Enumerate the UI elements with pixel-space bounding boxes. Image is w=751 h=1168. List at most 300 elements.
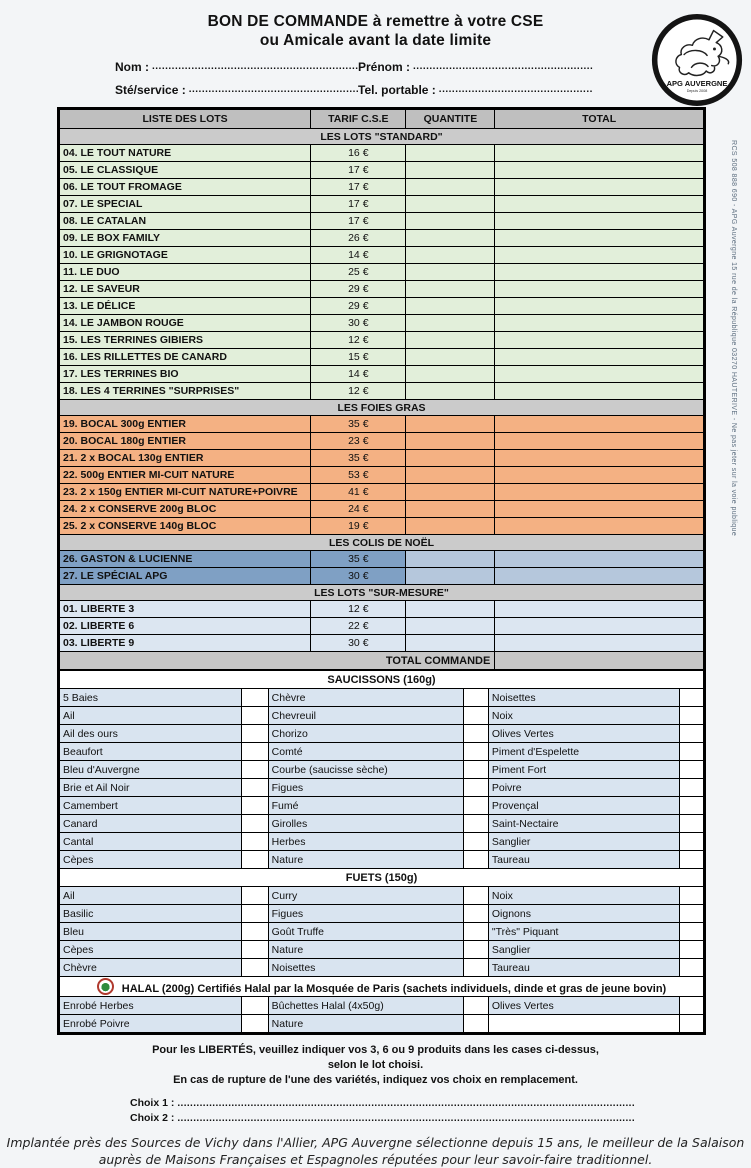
variety-quantity-cell[interactable] (241, 887, 268, 905)
variety-quantity-cell[interactable] (680, 689, 704, 707)
total-commande-value-cell[interactable] (495, 652, 704, 670)
lot-row (60, 145, 704, 162)
variety-quantity-cell[interactable] (680, 833, 704, 851)
lot-price: 29 € (311, 281, 406, 298)
variety-item-label: Chèvre (60, 959, 242, 977)
total-cell[interactable] (495, 366, 704, 383)
variety-row (60, 743, 704, 761)
lot-price: 30 € (311, 315, 406, 332)
quantity-cell[interactable] (406, 349, 495, 366)
variety-row (60, 779, 704, 797)
prenom-label: Prénom : (358, 60, 411, 74)
variety-item-label: Enrobé Herbes (60, 997, 242, 1015)
variety-quantity-cell[interactable] (241, 923, 268, 941)
lot-name: 03. LIBERTE 9 (60, 635, 311, 652)
total-cell[interactable] (495, 618, 704, 635)
lot-name: 06. LE TOUT FROMAGE (60, 179, 311, 196)
variety-item-label: Noisettes (268, 959, 463, 977)
variety-item-label: Curry (268, 887, 463, 905)
lot-name: 07. LE SPECIAL (60, 196, 311, 213)
variety-section-title-row (60, 671, 704, 689)
lot-row (60, 618, 704, 635)
lot-name: 01. LIBERTE 3 (60, 601, 311, 618)
quantity-cell[interactable] (406, 383, 495, 400)
quantity-cell[interactable] (406, 281, 495, 298)
total-commande-label: TOTAL COMMANDE (60, 652, 495, 670)
lot-row (60, 601, 704, 618)
variety-row (60, 1015, 704, 1033)
total-cell[interactable] (495, 416, 704, 433)
lot-name: 04. LE TOUT NATURE (60, 145, 311, 162)
variety-item-label: Ail (60, 707, 242, 725)
total-cell[interactable] (495, 635, 704, 652)
variety-item-label: Cèpes (60, 851, 242, 869)
variety-quantity-cell[interactable] (463, 905, 488, 923)
lot-row (60, 551, 704, 568)
variety-quantity-cell[interactable] (680, 851, 704, 869)
total-cell[interactable] (495, 551, 704, 568)
section-row (60, 129, 704, 145)
lot-price: 17 € (311, 179, 406, 196)
total-cell[interactable] (495, 349, 704, 366)
lot-price: 30 € (311, 635, 406, 652)
variety-quantity-cell[interactable] (463, 941, 488, 959)
variety-item-label: Courbe (saucisse sèche) (268, 761, 463, 779)
col-total: TOTAL (495, 110, 704, 129)
quantity-cell[interactable] (406, 145, 495, 162)
logo-name: APG AUVERGNE (666, 78, 728, 88)
quantity-cell[interactable] (406, 298, 495, 315)
variety-item-label: Noisettes (488, 689, 679, 707)
page-title: BON DE COMMANDE à remettre à votre CSE (207, 13, 544, 30)
variety-item-label: Herbes (268, 833, 463, 851)
lot-row (60, 230, 704, 247)
lot-row (60, 383, 704, 400)
quantity-cell[interactable] (406, 230, 495, 247)
variety-section-title-row (60, 977, 704, 997)
lot-price: 14 € (311, 247, 406, 264)
variety-table-body (60, 671, 704, 1033)
prenom-field[interactable] (413, 60, 593, 74)
variety-item-label: Ail des ours (60, 725, 242, 743)
lot-price: 16 € (311, 145, 406, 162)
quantity-cell[interactable] (406, 416, 495, 433)
variety-quantity-cell[interactable] (463, 833, 488, 851)
pig-logo-icon (651, 14, 743, 106)
side-legal-text: RCS 508 888 690 - APG Auvergne 15 rue de la République 03270 HAUTERIVE - Ne pas jeter sur la voie publique (730, 140, 737, 537)
lot-price: 14 € (311, 366, 406, 383)
quantity-cell[interactable] (406, 247, 495, 264)
lot-name: 09. LE BOX FAMILY (60, 230, 311, 247)
variety-item-label: Nature (268, 1015, 463, 1033)
quantity-cell[interactable] (406, 601, 495, 618)
variety-quantity-cell[interactable] (680, 743, 704, 761)
total-cell[interactable] (495, 332, 704, 349)
variety-row (60, 833, 704, 851)
lot-name: 13. LE DÉLICE (60, 298, 311, 315)
lot-row (60, 518, 704, 535)
total-cell[interactable] (495, 247, 704, 264)
variety-quantity-cell[interactable] (241, 905, 268, 923)
variety-quantity-cell[interactable] (680, 761, 704, 779)
variety-quantity-cell[interactable] (241, 851, 268, 869)
variety-item-label: Nature (268, 941, 463, 959)
variety-quantity-cell[interactable] (463, 725, 488, 743)
lot-row (60, 501, 704, 518)
variety-item-label: Taureau (488, 959, 679, 977)
variety-quantity-cell[interactable] (241, 797, 268, 815)
variety-item-label: Taureau (488, 851, 679, 869)
variety-item-label: Figues (268, 905, 463, 923)
lot-row (60, 315, 704, 332)
tel-portable-label: Tel. portable : (358, 83, 436, 97)
variety-quantity-cell[interactable] (241, 997, 268, 1015)
lots-table (59, 109, 704, 670)
quantity-cell[interactable] (406, 467, 495, 484)
variety-item-label: Noix (488, 887, 679, 905)
lot-name: 27. LE SPÉCIAL APG (60, 568, 311, 585)
variety-section-title (60, 671, 704, 689)
total-cell[interactable] (495, 298, 704, 315)
lot-price: 22 € (311, 618, 406, 635)
total-cell[interactable] (495, 213, 704, 230)
lot-row (60, 298, 704, 315)
variety-section-title (60, 977, 704, 997)
variety-quantity-cell[interactable] (680, 1015, 704, 1033)
variety-item-label: Chevreuil (268, 707, 463, 725)
variety-item-label: Cèpes (60, 941, 242, 959)
lot-price: 53 € (311, 467, 406, 484)
variety-row (60, 761, 704, 779)
variety-row (60, 905, 704, 923)
section-title: LES COLIS DE NOËL (60, 535, 704, 551)
variety-quantity-cell[interactable] (241, 779, 268, 797)
variety-item-label: Girolles (268, 815, 463, 833)
lot-price: 35 € (311, 551, 406, 568)
col-liste-des-lots: LISTE DES LOTS (60, 110, 311, 129)
variety-quantity-cell[interactable] (463, 851, 488, 869)
total-cell[interactable] (495, 467, 704, 484)
lot-price: 41 € (311, 484, 406, 501)
total-cell[interactable] (495, 383, 704, 400)
lot-name: 25. 2 x CONSERVE 140g BLOC (60, 518, 311, 535)
lots-table-body (60, 129, 704, 670)
variety-item-label: Sanglier (488, 941, 679, 959)
lot-row (60, 349, 704, 366)
variety-item-label: Nature (268, 851, 463, 869)
quantity-cell[interactable] (406, 551, 495, 568)
variety-quantity-cell[interactable] (463, 887, 488, 905)
variety-row (60, 923, 704, 941)
form-header (0, 0, 751, 97)
variety-row (60, 797, 704, 815)
rupture-note: En cas de rupture de l'une des variétés, indiquez vos choix en remplacement. (173, 1074, 578, 1086)
variety-item-label: Provençal (488, 797, 679, 815)
variety-section-title (60, 869, 704, 887)
logo-tagline: Depuis 2008 (686, 89, 708, 94)
variety-quantity-cell[interactable] (241, 689, 268, 707)
libertes-note-line2: selon le lot choisi. (327, 1059, 424, 1071)
total-cell[interactable] (495, 196, 704, 213)
quantity-cell[interactable] (406, 196, 495, 213)
lot-name: 17. LES TERRINES BIO (60, 366, 311, 383)
lot-name: 14. LE JAMBON ROUGE (60, 315, 311, 332)
lot-name: 21. 2 x BOCAL 130g ENTIER (60, 450, 311, 467)
lot-name: 15. LES TERRINES GIBIERS (60, 332, 311, 349)
variety-quantity-cell[interactable] (680, 725, 704, 743)
total-cell[interactable] (495, 145, 704, 162)
lot-row (60, 484, 704, 501)
variety-item-label: Poivre (488, 779, 679, 797)
variety-quantity-cell[interactable] (463, 743, 488, 761)
variety-item-label: Ail (60, 887, 242, 905)
quantity-cell[interactable] (406, 484, 495, 501)
variety-quantity-cell[interactable] (463, 797, 488, 815)
tel-portable-row (358, 83, 593, 97)
variety-quantity-cell[interactable] (463, 1015, 488, 1033)
variety-quantity-cell[interactable] (680, 887, 704, 905)
variety-quantity-cell[interactable] (463, 761, 488, 779)
total-cell[interactable] (495, 484, 704, 501)
choix1-label: Choix 1 : (130, 1097, 175, 1109)
variety-quantity-cell[interactable] (463, 779, 488, 797)
variety-section-title-text: HALAL (200g) Certifiés Halal par la Mosquée de Paris (sachets individuels, dinde et gras de jeune bovin) (121, 983, 667, 995)
variety-quantity-cell[interactable] (463, 923, 488, 941)
lot-price: 29 € (311, 298, 406, 315)
total-cell[interactable] (495, 433, 704, 450)
variety-quantity-cell[interactable] (241, 743, 268, 761)
total-cell[interactable] (495, 601, 704, 618)
form-footer (0, 1043, 751, 1168)
quantity-cell[interactable] (406, 501, 495, 518)
variety-item-label: Beaufort (60, 743, 242, 761)
variety-row (60, 725, 704, 743)
lot-price: 17 € (311, 162, 406, 179)
lot-row (60, 635, 704, 652)
ste-service-row (115, 83, 358, 97)
variety-item-label: Figues (268, 779, 463, 797)
quantity-cell[interactable] (406, 433, 495, 450)
choix1-row (130, 1096, 635, 1111)
variety-item-label: Brie et Ail Noir (60, 779, 242, 797)
total-cell[interactable] (495, 501, 704, 518)
quantity-cell[interactable] (406, 450, 495, 467)
title-block (56, 12, 696, 50)
total-cell[interactable] (495, 518, 704, 535)
variety-quantity-cell[interactable] (680, 941, 704, 959)
total-cell[interactable] (495, 264, 704, 281)
page-subtitle: ou Amicale avant la date limite (259, 32, 492, 49)
variety-item-label: Fumé (268, 797, 463, 815)
lot-row (60, 264, 704, 281)
variety-item-label: Chèvre (268, 689, 463, 707)
quantity-cell[interactable] (406, 568, 495, 585)
variety-row (60, 997, 704, 1015)
lot-row (60, 366, 704, 383)
quantity-cell[interactable] (406, 213, 495, 230)
variety-quantity-cell[interactable] (463, 815, 488, 833)
section-title: LES LOTS "SUR-MESURE" (60, 585, 704, 601)
variety-item-label: Olives Vertes (488, 725, 679, 743)
variety-row (60, 689, 704, 707)
section-row (60, 535, 704, 551)
variety-item-label: Sanglier (488, 833, 679, 851)
variety-item-label (488, 1015, 679, 1033)
quantity-cell[interactable] (406, 264, 495, 281)
variety-section-title-text: FUETS (150g) (345, 871, 418, 884)
total-cell[interactable] (495, 162, 704, 179)
variety-quantity-cell[interactable] (680, 997, 704, 1015)
col-quantite: QUANTITE (406, 110, 495, 129)
choix2-row (130, 1111, 635, 1126)
lot-row (60, 416, 704, 433)
variety-item-label: Cantal (60, 833, 242, 851)
variety-row (60, 851, 704, 869)
lot-price: 19 € (311, 518, 406, 535)
variety-quantity-cell[interactable] (680, 959, 704, 977)
lot-name: 08. LE CATALAN (60, 213, 311, 230)
lot-row (60, 433, 704, 450)
variety-item-label: Piment d'Espelette (488, 743, 679, 761)
lot-name: 22. 500g ENTIER MI-CUIT NATURE (60, 467, 311, 484)
variety-item-label: "Très" Piquant (488, 923, 679, 941)
section-row (60, 400, 704, 416)
lot-price: 30 € (311, 568, 406, 585)
nom-field[interactable] (152, 60, 358, 74)
variety-quantity-cell[interactable] (241, 707, 268, 725)
total-cell[interactable] (495, 450, 704, 467)
lot-price: 12 € (311, 601, 406, 618)
lot-price: 17 € (311, 196, 406, 213)
quantity-cell[interactable] (406, 518, 495, 535)
company-logo (651, 14, 743, 106)
lot-name: 23. 2 x 150g ENTIER MI-CUIT NATURE+POIVRE (60, 484, 311, 501)
total-cell[interactable] (495, 281, 704, 298)
company-tagline (0, 1134, 751, 1168)
quantity-cell[interactable] (406, 332, 495, 349)
variety-item-label: Enrobé Poivre (60, 1015, 242, 1033)
variety-quantity-cell[interactable] (680, 779, 704, 797)
variety-quantity-cell[interactable] (241, 815, 268, 833)
variety-quantity-cell[interactable] (241, 761, 268, 779)
quantity-cell[interactable] (406, 618, 495, 635)
variety-quantity-cell[interactable] (463, 689, 488, 707)
variety-quantity-cell[interactable] (241, 941, 268, 959)
lot-name: 12. LE SAVEUR (60, 281, 311, 298)
lot-price: 26 € (311, 230, 406, 247)
choix2-label: Choix 2 : (130, 1112, 175, 1124)
lot-name: 26. GASTON & LUCIENNE (60, 551, 311, 568)
lot-row (60, 247, 704, 264)
lot-name: 19. BOCAL 300g ENTIER (60, 416, 311, 433)
quantity-cell[interactable] (406, 162, 495, 179)
lot-name: 20. BOCAL 180g ENTIER (60, 433, 311, 450)
nom-row (115, 60, 358, 74)
lot-name: 24. 2 x CONSERVE 200g BLOC (60, 501, 311, 518)
quantity-cell[interactable] (406, 635, 495, 652)
variety-quantity-cell[interactable] (680, 923, 704, 941)
variety-quantity-cell[interactable] (680, 797, 704, 815)
variety-quantity-cell[interactable] (463, 707, 488, 725)
lot-row (60, 179, 704, 196)
variety-item-label: Bûchettes Halal (4x50g) (268, 997, 463, 1015)
lot-price: 35 € (311, 450, 406, 467)
total-cell[interactable] (495, 179, 704, 196)
contact-fields (115, 60, 593, 97)
variety-quantity-cell[interactable] (680, 905, 704, 923)
lot-row (60, 568, 704, 585)
quantity-cell[interactable] (406, 366, 495, 383)
variety-item-label: Oignons (488, 905, 679, 923)
variety-item-label: Basilic (60, 905, 242, 923)
replacement-choices (130, 1096, 635, 1126)
variety-row (60, 887, 704, 905)
lot-name: 02. LIBERTE 6 (60, 618, 311, 635)
lot-price: 12 € (311, 383, 406, 400)
variety-item-label: Noix (488, 707, 679, 725)
lot-name: 11. LE DUO (60, 264, 311, 281)
variety-quantity-cell[interactable] (680, 707, 704, 725)
halal-certification-icon (97, 978, 114, 995)
variety-quantity-cell[interactable] (241, 725, 268, 743)
lot-row (60, 196, 704, 213)
variety-quantity-cell[interactable] (680, 815, 704, 833)
variety-row (60, 959, 704, 977)
variety-row (60, 707, 704, 725)
variety-item-label: Bleu (60, 923, 242, 941)
quantity-cell[interactable] (406, 179, 495, 196)
prenom-row (358, 60, 593, 74)
variety-item-label: Piment Fort (488, 761, 679, 779)
variety-row (60, 941, 704, 959)
variety-quantity-cell[interactable] (241, 1015, 268, 1033)
choix2-field[interactable] (177, 1112, 635, 1126)
tel-portable-field[interactable] (439, 83, 593, 97)
quantity-cell[interactable] (406, 315, 495, 332)
variety-item-label: Saint-Nectaire (488, 815, 679, 833)
total-cell[interactable] (495, 568, 704, 585)
variety-item-label: Bleu d'Auvergne (60, 761, 242, 779)
lot-row (60, 162, 704, 179)
nom-label: Nom : (115, 60, 149, 74)
lot-price: 24 € (311, 501, 406, 518)
section-title: LES FOIES GRAS (60, 400, 704, 416)
lot-price: 15 € (311, 349, 406, 366)
lot-row (60, 332, 704, 349)
total-commande-row (60, 652, 704, 670)
lot-row (60, 213, 704, 230)
variety-quantity-cell[interactable] (241, 959, 268, 977)
variety-item-label: Comté (268, 743, 463, 761)
tagline-line2: auprès de Maisons Françaises et Espagnoles réputées pour leur savoir-faire traditionnel. (98, 1152, 653, 1167)
variety-quantity-cell[interactable] (241, 833, 268, 851)
variety-section-title-row (60, 869, 704, 887)
col-tarif-cse: TARIF C.S.E (311, 110, 406, 129)
variety-quantity-cell[interactable] (463, 997, 488, 1015)
total-cell[interactable] (495, 315, 704, 332)
variety-quantity-cell[interactable] (463, 959, 488, 977)
lot-price: 35 € (311, 416, 406, 433)
total-cell[interactable] (495, 230, 704, 247)
choix1-field[interactable] (177, 1097, 635, 1111)
variety-item-label: Chorizo (268, 725, 463, 743)
lots-table-header-row (60, 110, 704, 129)
ste-service-field[interactable] (189, 83, 358, 97)
lot-name: 18. LES 4 TERRINES "SURPRISES" (60, 383, 311, 400)
variety-row (60, 815, 704, 833)
order-tables (57, 107, 706, 1035)
variety-item-label: Camembert (60, 797, 242, 815)
